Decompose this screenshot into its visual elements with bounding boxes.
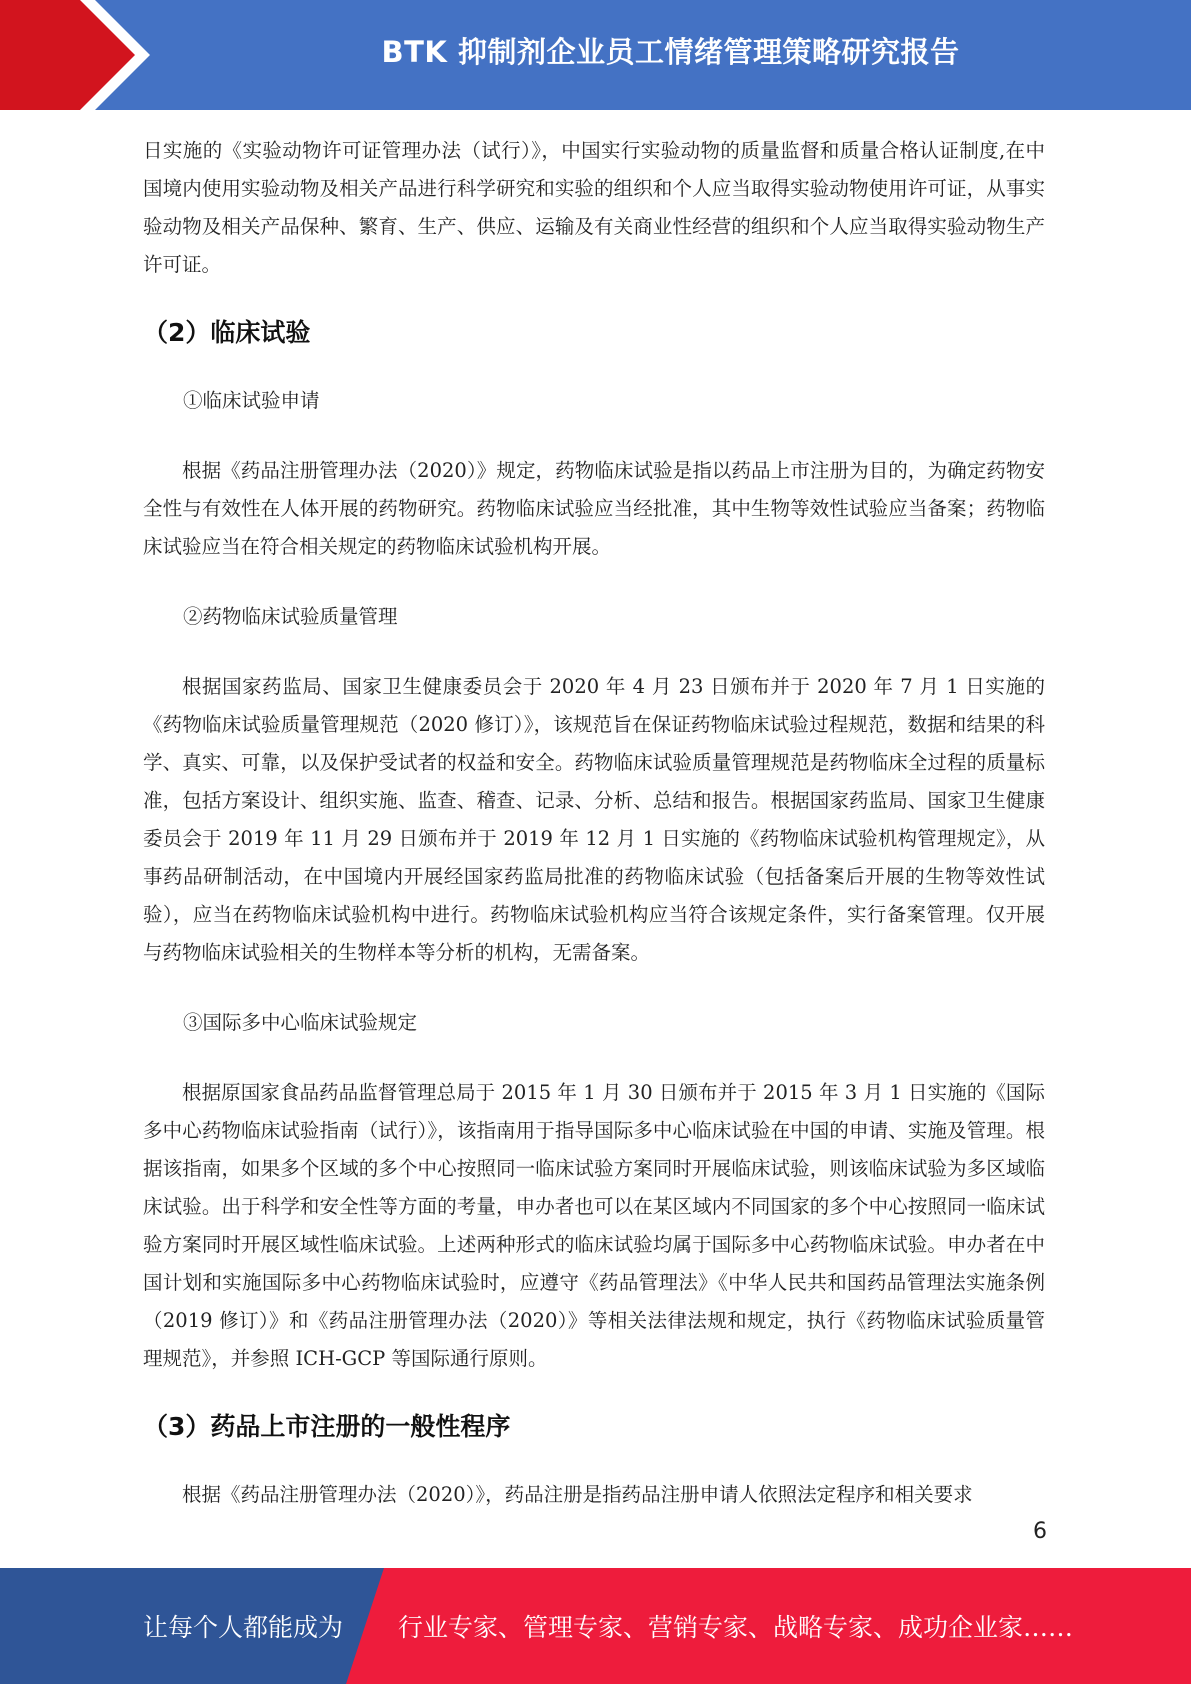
page-header (0, 0, 1191, 110)
report-title: BTK 抑制剂企业员工情绪管理策略研究报告 (381, 34, 960, 69)
paragraph-registration-procedure: 根据《药品注册管理办法（2020）》，药品注册是指药品注册申请人依照法定程序和相关要求 (182, 1483, 973, 1506)
paragraph-quality-management: 根据国家药监局、国家卫生健康委员会于 2020 年 4 月 23 日颁布并于 2020 年 7 月 1 日实施的《药物临床试验质量管理规范（2020 修订）》，该规范旨在保证药物临床试验过程规范，数据和结果的科学、真实、可靠，以及保护受试者的权益和安全。药物临床试验质量管理规范是药物临床全过程的质量标准，包括方案设计、组织实施、监查、稽查、记录、分析、总结和报告。根据国家药监局、国家卫生健康委员会于 2019 年 11 月 29 日颁布并于 2019 年 12 月 1 日实施的《药物临床试验机构管理规定》，从事药品研制活动，在中国境内开展经国家药监局批准的药物临床试验（包括备案后开展的生物等效性试验），应当在药物临床试验机构中进行。药物临床试验机构应当符合该规定条件，实行备案管理。仅开展与药物临床试验相关的生物样本等分析的机构，无需备案。 (143, 675, 1045, 964)
subheading-multicenter-trials: ③国际多中心临床试验规定 (183, 1011, 418, 1034)
document-body (143, 132, 1045, 1514)
section-heading-clinical-trials: （2）临床试验 (143, 318, 311, 347)
paragraph-intro: 日实施的《实验动物许可证管理办法（试行）》，中国实行实验动物的质量监督和质量合格认证制度,在中国境内使用实验动物及相关产品进行科学研究和实验的组织和个人应当取得实验动物使用许可证，从事实验动物及相关产品保种、繁育、生产、供应、运输及有关商业性经营的组织和个人应当取得实验动物生产许可证。 (143, 139, 1045, 276)
subheading-trial-application: ①临床试验申请 (183, 389, 320, 412)
footer-slogan-right: 行业专家、管理专家、营销专家、战略专家、成功企业家…… (398, 1613, 1074, 1642)
paragraph-multicenter-trials: 根据原国家食品药品监督管理总局于 2015 年 1 月 30 日颁布并于 2015 年 3 月 1 日实施的《国际多中心药物临床试验指南（试行）》，该指南用于指导国际多中心临床试验在中国的申请、实施及管理。根据该指南，如果多个区域的多个中心按照同一临床试验方案同时开展临床试验，则该临床试验为多区域临床试验。出于科学和安全性等方面的考量，申办者也可以在某区域内不同国家的多个中心按照同一临床试验方案同时开展区域性临床试验。上述两种形式的临床试验均属于国际多中心药物临床试验。申办者在中国计划和实施国际多中心药物临床试验时，应遵守《药品管理法》《中华人民共和国药品管理法实施条例（2019 修订）》和《药品注册管理办法（2020）》等相关法律法规和规定，执行《药物临床试验质量管理规范》，并参照 ICH-GCP 等国际通行原则。 (143, 1081, 1045, 1370)
section-heading-registration-procedure: （3）药品上市注册的一般性程序 (143, 1412, 511, 1441)
page-number: 6 (1033, 1519, 1047, 1544)
page-footer (0, 1568, 1191, 1684)
subheading-quality-management: ②药物临床试验质量管理 (183, 605, 398, 628)
footer-slogan-left: 让每个人都能成为 (143, 1613, 344, 1642)
paragraph-trial-application: 根据《药品注册管理办法（2020）》规定，药物临床试验是指以药品上市注册为目的，为确定药物安全性与有效性在人体开展的药物研究。药物临床试验应当经批准，其中生物等效性试验应当备案；药物临床试验应当在符合相关规定的药物临床试验机构开展。 (143, 459, 1045, 558)
